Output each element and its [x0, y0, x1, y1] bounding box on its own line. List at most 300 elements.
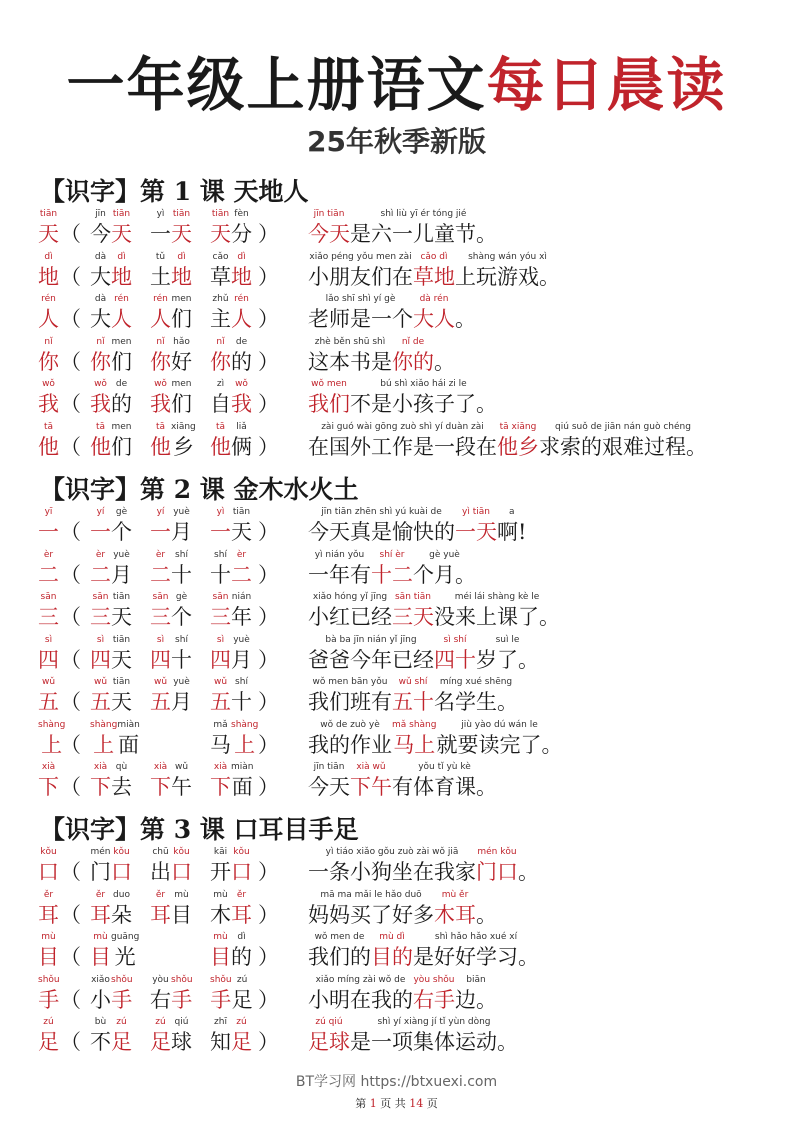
pinyin: èr: [95, 549, 106, 560]
hanzi-with-pinyin: [150, 293, 171, 332]
hanzi: 三: [210, 605, 231, 629]
hanzi-with-pinyin: [232, 974, 253, 1013]
hanzi-with-pinyin: [392, 591, 434, 630]
word: [150, 634, 192, 673]
lesson-row: [38, 889, 788, 931]
pinyin: zú qiú: [315, 1017, 343, 1027]
hanzi-with-pinyin: [413, 549, 476, 588]
key-character: [38, 761, 59, 800]
hanzi-with-pinyin: [210, 378, 231, 417]
hanzi: 今天真是愉快的: [308, 520, 455, 544]
pinyin: kǒu: [40, 847, 57, 857]
pinyin: men: [111, 336, 132, 347]
pinyin: xià: [41, 762, 56, 772]
hanzi-with-pinyin: [111, 1016, 132, 1055]
pinyin: hǎo: [173, 336, 190, 347]
open-paren: （: [60, 349, 81, 374]
hanzi-with-pinyin: [231, 676, 252, 715]
word: [210, 591, 252, 630]
hanzi: 下午: [350, 775, 392, 799]
pinyin: xià: [153, 762, 168, 772]
hanzi: 十: [171, 647, 192, 672]
hanzi: 们: [171, 392, 192, 416]
hanzi-with-pinyin: [111, 378, 132, 417]
hanzi: 出: [150, 860, 171, 884]
pinyin: xiǎo: [91, 974, 110, 985]
hanzi-with-pinyin: [210, 931, 231, 970]
hanzi-with-pinyin: [231, 293, 252, 332]
hanzi: 月: [171, 520, 192, 544]
hanzi-with-pinyin: [231, 761, 254, 800]
open-paren: （: [60, 434, 81, 459]
hanzi: 足: [231, 1030, 252, 1054]
hanzi: 人: [150, 307, 171, 331]
hanzi-with-pinyin: [308, 676, 392, 715]
hanzi-with-pinyin: [171, 591, 192, 630]
pinyin: ěr: [236, 889, 247, 900]
hanzi: 我: [90, 392, 111, 416]
hanzi-with-pinyin: [210, 1016, 231, 1055]
hanzi-with-pinyin: [476, 634, 539, 673]
lesson-row: [38, 846, 788, 888]
hanzi-with-pinyin: [150, 336, 171, 375]
hanzi: 。: [434, 349, 455, 374]
pinyin: nián: [231, 592, 252, 602]
pinyin: dì: [237, 251, 246, 262]
hanzi-with-pinyin: [413, 251, 455, 290]
hanzi: 足: [231, 987, 253, 1012]
hanzi-with-pinyin: [38, 293, 59, 332]
pinyin: tǔ: [155, 251, 166, 262]
pinyin: sān: [40, 592, 57, 602]
hanzi: 人: [38, 307, 59, 331]
hanzi-with-pinyin: [38, 506, 59, 545]
pinyin: rén: [234, 294, 249, 304]
example-sentence: [308, 378, 497, 417]
word: [210, 251, 252, 290]
hanzi-with-pinyin: [90, 719, 117, 758]
pinyin: yí: [156, 507, 165, 517]
hanzi: 四: [38, 647, 59, 672]
close-paren: ）: [258, 860, 279, 884]
pinyin: shì hǎo hǎo xué xí: [434, 932, 518, 942]
pinyin: bà ba jīn nián yǐ jīng: [325, 634, 417, 645]
lesson-row: [38, 378, 788, 420]
word: [210, 846, 252, 885]
hanzi: 一: [150, 520, 171, 544]
hanzi: 二: [231, 562, 252, 587]
pinyin: rén: [114, 294, 129, 304]
pinyin: nǐ: [216, 336, 225, 347]
hanzi-with-pinyin: [308, 719, 392, 758]
hanzi: 十二: [371, 562, 413, 587]
hanzi-with-pinyin: [308, 761, 350, 800]
pinyin: yuè: [233, 634, 250, 645]
word: [90, 421, 132, 460]
hanzi: 有体育课。: [392, 775, 497, 799]
hanzi: 二: [90, 562, 111, 587]
hanzi: 他乡: [497, 434, 539, 459]
hanzi-with-pinyin: [90, 293, 111, 332]
hanzi: 目: [171, 902, 192, 927]
pinyin: guāng: [111, 932, 140, 942]
hanzi: 三: [150, 605, 171, 629]
key-character: [38, 931, 59, 970]
hanzi-with-pinyin: [308, 889, 434, 928]
pinyin: zài guó wài gōng zuò shì yí duàn zài: [321, 421, 484, 432]
pinyin: sān: [152, 592, 169, 602]
hanzi: 月: [171, 690, 192, 714]
pinyin: mén: [90, 847, 111, 857]
pinyin: zhī: [214, 1017, 227, 1027]
hanzi-with-pinyin: [150, 378, 171, 417]
hanzi: 大: [90, 307, 111, 331]
hanzi: 上玩游戏。: [455, 264, 560, 289]
hanzi: 不: [90, 1030, 111, 1054]
hanzi: 的: [111, 392, 132, 416]
hanzi: 你: [90, 349, 111, 374]
word: [90, 336, 132, 375]
pinyin: nǐ: [96, 336, 105, 347]
hanzi: 个: [111, 520, 132, 544]
pinyin: zú: [116, 1017, 127, 1027]
pinyin: jīn tiān: [313, 209, 345, 219]
pinyin: tiān: [112, 209, 131, 219]
example-sentence: [308, 336, 455, 375]
footer-site: BT学习网 https://btxuexi.com: [295, 1074, 498, 1090]
lesson-row: [38, 336, 788, 378]
hanzi: 我: [150, 392, 171, 416]
hanzi-with-pinyin: [231, 549, 252, 588]
hanzi: 边。: [455, 987, 497, 1012]
pinyin: miàn: [117, 719, 140, 730]
hanzi-with-pinyin: [392, 719, 436, 758]
hanzi-with-pinyin: [38, 208, 59, 247]
hanzi: 足: [150, 1030, 171, 1054]
hanzi-with-pinyin: [231, 846, 252, 885]
pinyin: tiān: [112, 592, 131, 602]
example-sentence: [308, 251, 560, 290]
pinyin: mù: [213, 932, 228, 942]
hanzi: 是六一儿童节。: [350, 222, 497, 246]
section-header: 【识字】第 2 课 金木水火土: [40, 475, 359, 504]
pinyin: wǔ: [41, 677, 56, 687]
hanzi: 你: [38, 349, 59, 374]
pinyin: xià: [213, 762, 228, 772]
pinyin: nǐ de: [401, 336, 425, 347]
hanzi: 我们班有: [308, 690, 392, 714]
hanzi-with-pinyin: [90, 974, 111, 1013]
hanzi-with-pinyin: [171, 251, 192, 290]
lesson-row: [38, 931, 788, 973]
pinyin: de: [115, 379, 128, 389]
pinyin: dì: [237, 932, 246, 942]
pinyin: shǒu: [111, 974, 133, 985]
hanzi-with-pinyin: [231, 506, 252, 545]
pinyin: bù: [94, 1017, 107, 1027]
close-paren: ）: [258, 605, 279, 629]
hanzi: 足球: [308, 1030, 350, 1054]
hanzi-with-pinyin: [413, 293, 455, 332]
pinyin: wǒ men bān yǒu: [312, 677, 388, 687]
hanzi-with-pinyin: [210, 634, 231, 673]
hanzi: 耳: [38, 902, 59, 927]
lesson-row: [38, 208, 788, 250]
hanzi-with-pinyin: [150, 549, 171, 588]
hanzi: 门: [90, 860, 111, 884]
pinyin: xiāng: [171, 421, 196, 432]
hanzi-with-pinyin: [111, 421, 132, 460]
hanzi-with-pinyin: [150, 846, 171, 885]
hanzi-with-pinyin: [38, 889, 59, 928]
hanzi-with-pinyin: [308, 378, 350, 417]
word: [210, 506, 252, 545]
hanzi-with-pinyin: [392, 336, 434, 375]
pinyin: mù ěr: [441, 889, 469, 900]
key-character: [38, 336, 59, 375]
pinyin: kǒu: [233, 847, 250, 857]
hanzi-with-pinyin: [171, 549, 192, 588]
word: [210, 293, 252, 332]
hanzi-with-pinyin: [539, 421, 707, 460]
hanzi: 他: [90, 434, 111, 459]
word: [210, 1016, 252, 1055]
open-paren: （: [60, 392, 81, 416]
hanzi-with-pinyin: [308, 506, 455, 545]
pinyin: tiān: [172, 209, 191, 219]
example-sentence: [308, 719, 562, 758]
hanzi-with-pinyin: [111, 634, 132, 673]
hanzi: 个月。: [413, 562, 476, 587]
key-character: [38, 421, 59, 460]
hanzi: 人: [231, 307, 252, 331]
hanzi: 上: [41, 732, 63, 757]
hanzi-with-pinyin: [90, 846, 111, 885]
word: [150, 846, 192, 885]
pinyin: wǒ: [42, 379, 55, 389]
pinyin: a: [508, 507, 515, 517]
hanzi-with-pinyin: [38, 378, 59, 417]
hanzi-with-pinyin: [150, 761, 171, 800]
hanzi-with-pinyin: [308, 421, 497, 460]
hanzi-with-pinyin: [231, 378, 252, 417]
hanzi-with-pinyin: [171, 208, 192, 247]
pinyin: shí: [175, 634, 188, 645]
hanzi: 就要读完了。: [436, 732, 563, 757]
hanzi-with-pinyin: [210, 293, 231, 332]
hanzi-with-pinyin: [171, 1016, 192, 1055]
hanzi: 下: [210, 775, 231, 799]
hanzi: 四: [210, 647, 231, 672]
pinyin: èr: [43, 549, 54, 560]
key-character: [38, 549, 59, 588]
word: [210, 719, 258, 758]
hanzi-with-pinyin: [231, 251, 252, 290]
hanzi: 五: [38, 690, 59, 714]
word: [90, 719, 140, 758]
pinyin: gè: [175, 592, 188, 602]
hanzi-with-pinyin: [171, 421, 196, 460]
hanzi-with-pinyin: [90, 634, 111, 673]
hanzi-with-pinyin: [308, 846, 476, 885]
hanzi: 四十: [434, 647, 476, 672]
hanzi: 知: [210, 1030, 231, 1054]
hanzi: 你的: [392, 349, 434, 374]
pinyin: tā xiāng: [499, 421, 537, 432]
word: [210, 676, 252, 715]
word: [90, 889, 132, 928]
hanzi-with-pinyin: [111, 846, 132, 885]
pinyin: shàng: [38, 719, 66, 730]
word: [90, 761, 132, 800]
hanzi-with-pinyin: [308, 549, 371, 588]
pinyin: yì nián yǒu: [314, 549, 365, 560]
hanzi: 十: [210, 562, 231, 587]
key-character: [38, 846, 59, 885]
pinyin: tiān: [211, 209, 230, 219]
pinyin: duo: [113, 889, 130, 900]
hanzi-with-pinyin: [171, 846, 192, 885]
pinyin: yì: [216, 507, 225, 517]
word: [210, 974, 253, 1013]
pinyin: xiǎo péng yǒu men zài: [309, 251, 412, 262]
hanzi-with-pinyin: [38, 846, 59, 885]
hanzi-with-pinyin: [210, 506, 231, 545]
hanzi-with-pinyin: [210, 761, 231, 800]
hanzi: 这本书是: [308, 349, 392, 374]
hanzi-with-pinyin: [38, 931, 59, 970]
pinyin: xiǎo hóng yǐ jīng: [312, 592, 388, 602]
hanzi: 三天: [392, 605, 434, 629]
hanzi: 我: [231, 392, 252, 416]
open-paren: （: [60, 264, 81, 289]
lesson-row: [38, 549, 788, 591]
lesson-row: [38, 1016, 788, 1058]
example-sentence: [308, 421, 707, 460]
hanzi-with-pinyin: [171, 336, 192, 375]
hanzi: 口: [111, 860, 132, 884]
page-prefix: 第: [355, 1097, 367, 1110]
pinyin: zì: [216, 379, 225, 389]
pinyin: mǎ shàng: [392, 719, 437, 730]
word: [210, 931, 252, 970]
key-character: [38, 591, 59, 630]
pinyin: jīn: [95, 209, 106, 219]
hanzi-with-pinyin: [518, 846, 539, 885]
example-sentence: [308, 761, 497, 800]
pinyin: wǒ: [235, 379, 248, 389]
hanzi-with-pinyin: [111, 549, 132, 588]
hanzi: 右手: [413, 987, 455, 1012]
hanzi: 你: [150, 349, 171, 374]
hanzi: 木耳: [434, 902, 476, 927]
hanzi-with-pinyin: [90, 889, 111, 928]
pinyin: gè yuè: [429, 549, 460, 560]
hanzi: 一: [90, 520, 111, 544]
pinyin: ěr: [43, 889, 54, 900]
word: [150, 761, 192, 800]
hanzi-with-pinyin: [308, 1016, 350, 1055]
hanzi: 朵: [111, 902, 132, 927]
hanzi: 耳: [150, 902, 171, 927]
title-red: 每日晨读: [486, 51, 727, 119]
hanzi-with-pinyin: [434, 676, 518, 715]
hanzi: 五: [90, 690, 111, 714]
open-paren: （: [60, 562, 81, 587]
pinyin: zú: [236, 1017, 247, 1027]
hanzi: 没来上课了。: [434, 605, 560, 629]
open-paren: （: [60, 690, 81, 714]
pinyin: xià: [93, 762, 108, 772]
lesson-row: [38, 591, 788, 633]
word: [90, 591, 132, 630]
pinyin: men: [111, 421, 132, 432]
pinyin: xià wǔ: [356, 762, 386, 772]
pinyin: wǔ: [174, 762, 189, 772]
pinyin: ěr: [95, 889, 106, 900]
pinyin: nǐ: [44, 336, 53, 347]
hanzi-with-pinyin: [38, 336, 59, 375]
pinyin: yuè: [173, 677, 190, 687]
word: [210, 378, 252, 417]
hanzi: 。: [518, 860, 539, 884]
hanzi-with-pinyin: [111, 591, 132, 630]
word: [150, 974, 193, 1013]
close-paren: ）: [258, 690, 279, 714]
pinyin: sān: [212, 592, 229, 602]
hanzi-with-pinyin: [111, 931, 139, 970]
pinyin: shàng wán yóu xì: [468, 251, 547, 262]
hanzi: 一: [38, 520, 59, 544]
word: [210, 889, 252, 928]
hanzi: 五: [210, 690, 231, 714]
hanzi-with-pinyin: [231, 889, 252, 928]
pinyin: méi lái shàng kè le: [454, 592, 540, 602]
pinyin: sì shí: [443, 634, 467, 645]
hanzi: 五十: [392, 690, 434, 714]
hanzi: 天: [111, 222, 132, 246]
hanzi: 妈妈买了好多: [308, 902, 434, 927]
close-paren: ）: [258, 902, 279, 927]
pinyin: mǎ: [213, 719, 228, 730]
hanzi: 你: [210, 349, 231, 374]
pinyin: tā: [43, 421, 54, 432]
hanzi: 地: [38, 264, 59, 289]
lesson-row: [38, 421, 788, 463]
pinyin: zú: [43, 1017, 54, 1027]
pinyin: chū: [152, 847, 169, 857]
hanzi: 下: [38, 775, 59, 799]
hanzi-with-pinyin: [150, 421, 171, 460]
hanzi-with-pinyin: [455, 293, 476, 332]
word: [150, 591, 192, 630]
hanzi-with-pinyin: [150, 591, 171, 630]
hanzi-with-pinyin: [455, 506, 497, 545]
pinyin: wǔ: [153, 677, 168, 687]
hanzi: 一年有: [308, 562, 371, 587]
pinyin: shàng: [90, 719, 118, 730]
hanzi: 天: [111, 647, 132, 672]
pinyin: mén kǒu: [477, 847, 517, 857]
hanzi: 天: [171, 222, 192, 246]
hanzi: 足: [111, 1030, 132, 1054]
word: [90, 1016, 132, 1055]
key-character: [38, 676, 59, 715]
open-paren: （: [60, 520, 81, 544]
hanzi: 他: [210, 434, 231, 459]
example-sentence: [308, 889, 497, 928]
page-current: 1: [369, 1097, 377, 1110]
